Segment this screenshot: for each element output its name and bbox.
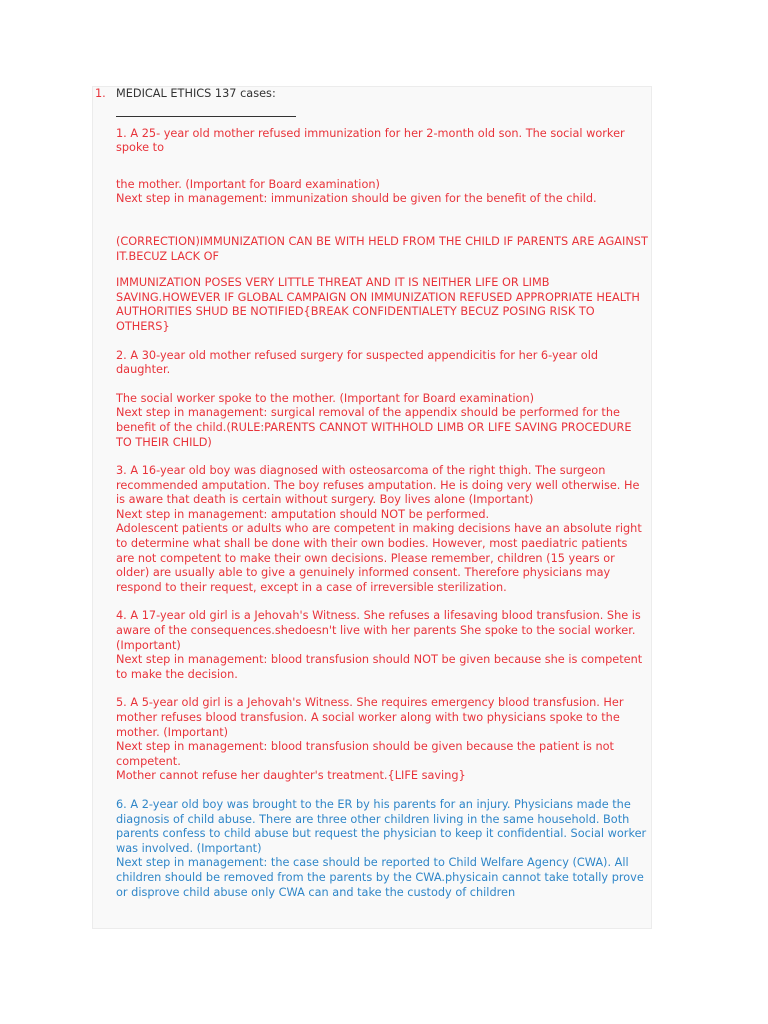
case-2-question: 2. A 30-year old mother refused surgery for suspected appendicitis for her 6-year old daughter. [116,348,599,377]
case-1-answer: Next step in management: immunization should be given for the benefit of the child. [116,192,597,206]
case-4-answer: Next step in management: blood transfusion should NOT be given because she is competent to make the decision. [116,653,643,681]
case-1-context: the mother. (Important for Board examination) [116,177,380,191]
list-number: 1. [95,87,106,100]
case-1-correction-detail: IMMUNIZATION POSES VERY LITTLE THREAT AND IT IS NEITHER LIFE OR LIMB SAVING.HOWEVER IF GLOBAL CAMPAIGN ON IMMUNIZATION REFUSED APPROPRIATE HEALTH AUTHORITIES SHUD BE NOTIFIED{BREAK CONFIDENTIALETY BECUZ POSING RISK TO OTHERS} [116,276,640,333]
case-3-question: 3. A 16-year old boy was diagnosed with osteosarcoma of the right thigh. The surgeon recommended amputation. The boy refuses amputation. He is doing very well otherwise. He is aware that death is certain without surgery. Boy lives alone (Important) [116,464,640,507]
case-5-note: Mother cannot refuse her daughter's treatment.{LIFE saving} [116,769,466,783]
case-6 [116,798,648,900]
case-2-context: The social worker spoke to the mother. (Important for Board examination) [116,391,535,405]
case-3 [116,464,648,595]
page-title: MEDICAL ETHICS 137 cases: [116,87,276,100]
case-2-answer: Next step in management: surgical removal of the appendix should be performed for the benefit of the child.(RULE:PARENTS CANNOT WITHHOLD LIMB OR LIFE SAVING PROCEDURE TO THEIR CHILD) [116,406,632,449]
case-3-answer: Next step in management: amputation should NOT be performed. [116,507,490,521]
case-5 [116,696,648,784]
case-1-correction: (CORRECTION)IMMUNIZATION CAN BE WITH HELD FROM THE CHILD IF PARENTS ARE AGAINST IT.BECUZ LACK OF [116,234,648,263]
case-2 [116,349,648,451]
document-content [116,86,648,900]
case-6-answer: Next step in management: the case should be reported to Child Welfare Agency (CWA). All children should be removed from the parents by the CWA.physicain cannot take totally prove or disprove child abuse only CWA can and take the custody of children [116,856,644,899]
case-1 [116,127,648,335]
case-4 [116,609,648,682]
case-6-question: 6. A 2-year old boy was brought to the ER by his parents for an injury. Physicians made the diagnosis of child abuse. There are three other children living in the same household. Both parents confess to child abuse but request the physician to keep it confidential. Social worker was involved. (Important) [116,797,647,855]
case-5-answer: Next step in management: blood transfusion should be given because the patient is not competent. [116,740,614,768]
case-3-explanation: Adolescent patients or adults who are competent in making decisions have an absolute right to determine what shall be done with their own bodies. However, most paediatric patients are not competent to make their own decisions. Please remember, children (15 years or older) are usually able to give a genuinely informed consent. Therefore physicians may respond to their request, except in a case of irreversible sterilization. [116,522,642,594]
case-4-question: 4. A 17-year old girl is a Jehovah's Witness. She refuses a lifesaving blood transfusion. She is aware of the consequences.shedoesn't live with her parents She spoke to the social worker. (Important) [116,609,641,652]
heading-underline [116,116,296,117]
case-1-question: 1. A 25- year old mother refused immunization for her 2-month old son. The social worker spoke to [116,126,625,155]
case-5-question: 5. A 5-year old girl is a Jehovah's Witness. She requires emergency blood transfusion. Her mother refuses blood transfusion. A social worker along with two physicians spoke to the mother. (Important) [116,696,624,739]
